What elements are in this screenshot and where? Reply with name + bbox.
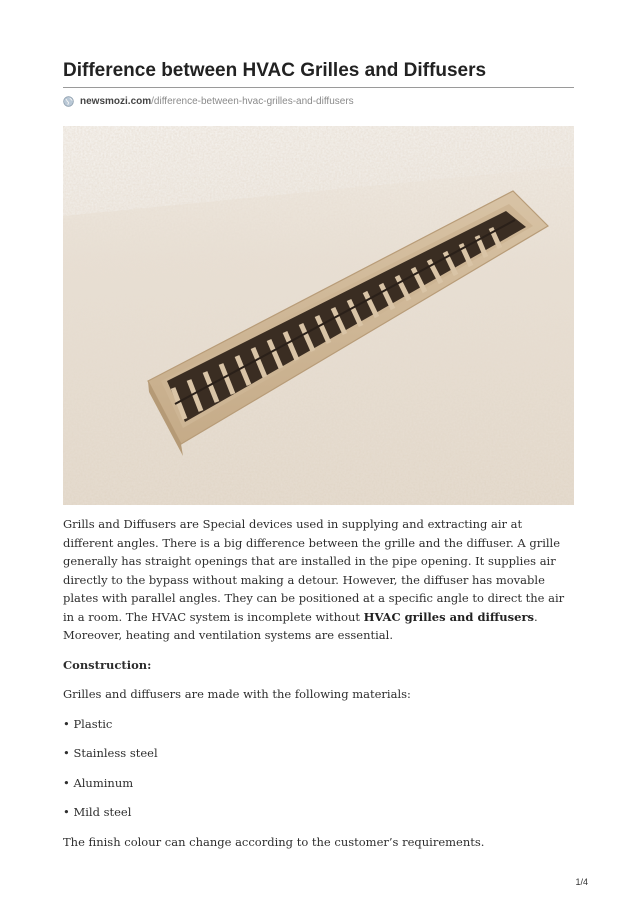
material-item: • Plastic (63, 716, 113, 731)
finish-note: The finish colour can change according to the customer’s requirements. (63, 834, 485, 849)
title-divider (63, 87, 574, 88)
globe-icon (63, 96, 74, 107)
page-number: 1/4 (575, 877, 588, 887)
intro-paragraph (63, 515, 574, 645)
material-item: • Mild steel (63, 805, 132, 819)
construction-heading: Construction: (63, 657, 152, 672)
source-line (63, 94, 354, 108)
source-path[interactable]: /difference-between-hvac-grilles-and-diffusers (151, 95, 354, 107)
vent-on-carpet-image (63, 126, 574, 505)
material-item: • Aluminum (63, 775, 134, 790)
material-item: • Stainless steel (63, 746, 158, 760)
intro-text: Grills and Diffusers are Special devices used in supplying and extracting air at different angles. There is a big difference between the grille and the diffuser. A grille generally has straight openings that are installed in the pipe opening. It supplies air directly to the bypass without making a detour. However, the diffuser has movable plates with parallel angles. They can be positioned at a specific angle to direct the air in a room. The HVAC system is incomplete without (63, 517, 565, 624)
hero-image (63, 126, 574, 505)
intro-text-end: . Moreover, heating and ventilation systems are essential. (63, 609, 538, 642)
source-domain[interactable]: newsmozi.com (80, 95, 152, 107)
hvac-link-text[interactable]: HVAC grilles and diffusers (363, 609, 534, 624)
article-body (63, 515, 574, 862)
materials-intro: Grilles and diffusers are made with the following materials: (63, 687, 411, 701)
page-title: Difference between HVAC Grilles and Diffusers (63, 60, 487, 81)
